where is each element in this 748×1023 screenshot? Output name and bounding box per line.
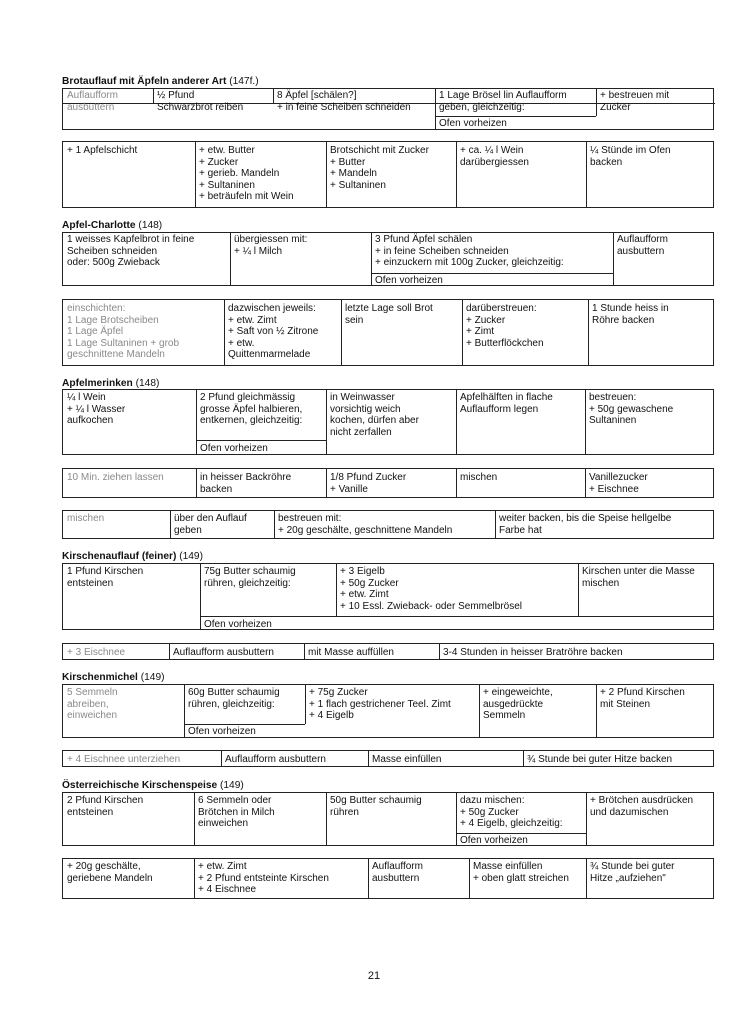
- table-cell: Apfelhälften in flache Auflaufform legen: [460, 392, 553, 415]
- table-cell: in Weinwasser vorsichtig weich kochen, dürfen aber nicht zerfallen: [330, 392, 419, 438]
- recipe-name: Österreichische Kirschenspeise: [62, 780, 218, 791]
- table-cell: darüberstreuen: + Zucker + Zimt + Butterflöckchen: [466, 303, 544, 349]
- table-cell: Vanillezucker + Eischnee: [589, 472, 648, 495]
- table-cell: ½ Pfund Schwarzbrot reiben: [157, 90, 244, 113]
- table-cell: ¾ Stunde bei guter Hitze „aufziehen": [590, 861, 675, 884]
- table-cell: 3-4 Stunden in heisser Bratröhre backen: [443, 647, 623, 658]
- recipe-ref: (149): [179, 551, 203, 562]
- table-cell: Ofen vorheizen: [200, 443, 268, 454]
- table-cell: Auflaufform ausbuttern: [173, 647, 274, 658]
- table-cell: + bestreuen mit Zucker: [600, 90, 670, 113]
- table-cell: 2 Pfund gleichmässig grosse Äpfel halbieren, entkernen, gleichzeitig:: [200, 392, 303, 427]
- recipe-title: [62, 551, 203, 563]
- table-cell: ¼ Stünde im Ofen backen: [590, 145, 671, 168]
- table-cell: 60g Butter schaumig rühren, gleichzeitig:: [188, 687, 280, 710]
- recipe-table: [62, 750, 714, 767]
- table-cell: übergiessen mit: + ¼ l Milch: [234, 234, 308, 257]
- table-cell: Auflaufform ausbuttern: [617, 234, 668, 257]
- recipe-title: [62, 672, 165, 684]
- recipe-table: [62, 684, 714, 738]
- table-cell: Ofen vorheizen: [204, 619, 272, 630]
- table-cell: Masse einfüllen + oben glatt streichen: [473, 861, 569, 884]
- table-cell: Masse einfüllen: [372, 754, 442, 765]
- table-cell: in heisser Backröhre backen: [200, 472, 292, 495]
- recipe-name: Apfel-Charlotte: [62, 220, 136, 231]
- table-cell: 1 weisses Kapfelbrot in feine Scheiben schneiden oder: 500g Zwieback: [67, 234, 195, 269]
- recipe-table: [62, 389, 714, 455]
- table-cell: über den Auflauf geben: [174, 513, 247, 536]
- recipe-ref: (149): [140, 672, 165, 683]
- table-cell: weiter backen, bis die Speise hellgelbe Farbe hat: [499, 513, 672, 536]
- table-cell: ¾ Stunde bei guter Hitze backen: [527, 754, 673, 765]
- table-cell: Brotschicht mit Zucker + Butter + Mandeln + Sultaninen: [330, 145, 429, 191]
- table-cell: Auflaufform ausbuttern: [372, 861, 423, 884]
- table-cell: + Brötchen ausdrücken und dazumischen: [590, 795, 694, 818]
- recipe-ref: (147f.): [229, 76, 259, 87]
- table-cell: + 3 Eigelb + 50g Zucker + etw. Zimt + 10 Essl. Zwieback- oder Semmelbrösel: [340, 566, 523, 612]
- recipe-name: Apfelmerinken: [62, 378, 133, 389]
- page-number: 21: [367, 970, 381, 982]
- table-cell: 6 Semmeln oder Brötchen in Milch einweichen: [198, 795, 275, 830]
- table-cell: dazu mischen: + 50g Zucker + 4 Eigelb, gleichzeitig:: [460, 795, 563, 830]
- table-cell: 75g Butter schaumig rühren, gleichzeitig:: [204, 566, 296, 589]
- recipe-title: [62, 220, 162, 232]
- recipe-name: Brotauflauf mit Äpfeln anderer Art: [62, 76, 227, 87]
- table-cell: + 20g geschälte, geriebene Mandeln: [67, 861, 153, 884]
- recipe-table: [62, 858, 714, 899]
- table-cell: 2 Pfund Kirschen entsteinen: [67, 795, 144, 818]
- table-cell: + etw. Zimt + 2 Pfund entsteinte Kirschen + 4 Eischnee: [198, 861, 329, 896]
- recipe-table: [62, 468, 714, 498]
- table-cell: bestreuen: + 50g gewaschene Sultaninen: [589, 392, 674, 427]
- table-cell: + ca. ¼ l Wein darübergiessen: [460, 145, 529, 168]
- recipe-ref: (148): [138, 220, 163, 231]
- recipe-table: [62, 299, 714, 366]
- table-cell: Ofen vorheizen: [188, 726, 256, 737]
- table-cell: 8 Äpfel [schälen?] + in feine Scheiben schneiden: [277, 90, 411, 113]
- table-cell: + 75g Zucker + 1 flach gestrichener Teel. Zimt + 4 Eigelb: [309, 687, 451, 722]
- table-cell: bestreuen mit: + 20g geschälte, geschnittene Mandeln: [278, 513, 453, 536]
- table-cell: + 3 Eischnee: [67, 647, 126, 658]
- table-cell: + etw. Butter + Zucker + gerieb. Mandeln + Sultaninen + beträufeln mit Wein: [199, 145, 294, 203]
- table-cell: 1 Stunde heiss in Röhre backen: [592, 303, 669, 326]
- recipe-name: Kirschenauflauf (feiner): [62, 551, 177, 562]
- recipe-title: [62, 76, 259, 88]
- table-cell: Kirschen unter die Masse mischen: [582, 566, 695, 589]
- recipe-title: [62, 780, 244, 792]
- table-cell: Auflaufform ausbuttern: [225, 754, 326, 765]
- table-cell: 1 Pfund Kirschen entsteinen: [67, 566, 144, 589]
- table-cell: Ofen vorheizen: [375, 275, 443, 286]
- recipe-table: [62, 792, 714, 846]
- table-cell: + 2 Pfund Kirschen mit Steinen: [600, 687, 685, 710]
- table-cell: Auflaufform ausbuttern: [67, 90, 118, 113]
- recipe-table: [62, 563, 714, 630]
- table-cell: einschichten: 1 Lage Brotscheiben 1 Lage Äpfel 1 Lage Sultaninen + grob geschnittene Mandeln: [67, 303, 180, 361]
- recipe-ref: (148): [135, 378, 160, 389]
- table-cell: + 4 Eischnee unterziehen: [67, 754, 181, 765]
- table-cell: 50g Butter schaumig rühren: [330, 795, 422, 818]
- table-cell: Ofen vorheizen: [439, 118, 507, 129]
- table-cell: Ofen vorheizen: [460, 835, 528, 846]
- recipe-table: [62, 88, 714, 130]
- table-cell: mit Masse auffüllen: [308, 647, 394, 658]
- recipe-table: [62, 232, 714, 286]
- recipe-table: [62, 141, 714, 208]
- table-cell: letzte Lage soll Brot sein: [345, 303, 433, 326]
- table-cell: 10 Min. ziehen lassen: [67, 472, 164, 483]
- table-cell: 5 Semmeln abreiben, einweichen: [67, 687, 118, 722]
- recipe-name: Kirschenmichel: [62, 672, 138, 683]
- recipe-table: [62, 643, 714, 660]
- table-cell: + 1 Apfelschicht: [67, 145, 138, 156]
- table-cell: 1 Lage Brösel lin Auflaufform geben, gleichzeitig:: [439, 90, 567, 113]
- table-cell: mischen: [460, 472, 498, 483]
- table-cell: 1/8 Pfund Zucker + Vanille: [330, 472, 407, 495]
- table-cell: 3 Pfund Äpfel schälen + in feine Scheiben schneiden + einzuckern mit 100g Zucker, gleichzeitig:: [375, 234, 564, 269]
- table-cell: ¼ l Wein + ¼ l Wasser aufkochen: [67, 392, 126, 427]
- table-cell: + eingeweichte, ausgedrückte Semmeln: [483, 687, 553, 722]
- table-cell: mischen: [67, 513, 105, 524]
- table-cell: dazwischen jeweils: + etw. Zimt + Saft von ½ Zitrone + etw. Quittenmarmelade: [228, 303, 319, 361]
- recipe-ref: (149): [220, 780, 244, 791]
- recipe-table: [62, 510, 714, 539]
